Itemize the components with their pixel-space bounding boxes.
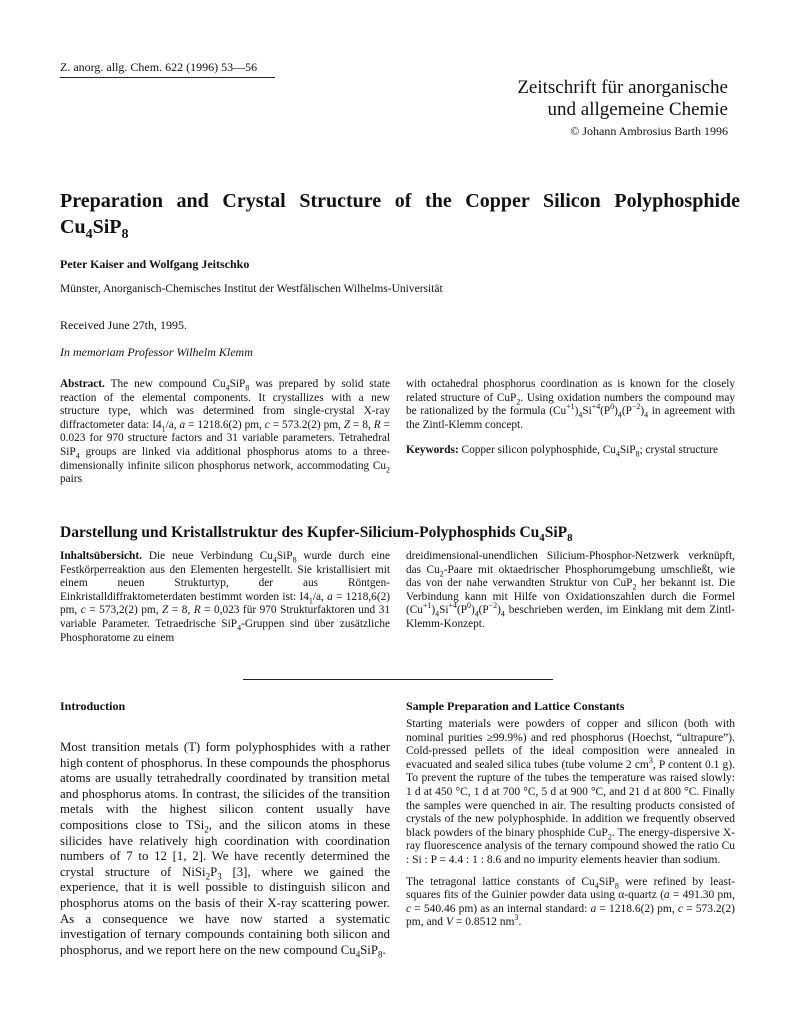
paper-title: Preparation and Crystal Structure of the Copper Silicon Polyphosphide $Cu_4SiP_8$ <box>60 190 740 242</box>
journal-copyright: © Johann Ambrosius Barth 1996 <box>570 124 728 138</box>
abstract-left <box>60 378 390 487</box>
sample-prep-heading: Sample Preparation and Lattice Constants <box>406 699 625 713</box>
received-date: Received June 27th, 1995. <box>60 318 187 332</box>
keywords-text: Copper silicon polyphosphide, $Cu_4SiP_8$; crystal structure <box>458 444 718 459</box>
abstract-label: Abstract. <box>60 378 105 390</box>
introduction-text: Most transition metals (T) form polyphosphides with a rather high content of phosphorus. In these compounds the phosphorus atoms are usually tetrahedrally coordinated by transition metal and phosphorus atoms. In contrast, the silicides of the transition metals with the highest silicon content usually have compositions close to TSi$_2$, and the silicon atoms in these silicides have relatively high coordination with coordination numbers of 7 to 12 [1, 2]. We have recently determined the crystal structure of $NiSi_2P_3$ [3], where we gained the experience, that it is well possible to distinguish silicon and phosphorus atoms on the basis of their X-ray scattering power. As a consequence we have now started a systematic investigation of ternary compounds containing both silicon and phosphorus, and we report here on the new compound $Cu_4SiP_8$. <box>60 740 390 960</box>
header-rule <box>60 77 275 78</box>
german-title: Darstellung und Kristallstruktur des Kupfer-Silicium-Polyphosphids $Cu_4SiP_8$ <box>60 524 573 545</box>
german-summary-label: Inhaltsübersicht. <box>60 550 142 562</box>
abstract-text-right: with octahedral phosphorus coordination as is known for the closely related structure of CuP$_2$. Using oxidation numbers the compound may be rationalized by the formula $(Cu^{+1})_4Si^{+4}(P^0)_4(P^{-2})_4$ in agreement with the Zintl-Klemm concept. <box>406 378 736 431</box>
section-divider <box>243 679 553 680</box>
german-summary-right <box>406 550 735 632</box>
abstract-text-left: The new compound $Cu_4SiP_8$ was prepared by solid state reaction of the elemental components. It crystallizes with a new structure type, which was determined from single-crystal X-ray diffractometer data: $I4_1/a$, a = 1218.6(2) pm, c = 573.2(2) pm, Z = 8, R = 0.023 for 970 structure factors and 31 variable parameters. Tetrahedral SiP$_4$ groups are linked via additional phosphorus atoms to a three-dimensionally infinite silicon phosphorus network, accommodating $Cu_2$ pairs <box>60 378 391 486</box>
sample-prep-body <box>406 718 735 930</box>
german-summary-text-left: Die neue Verbindung $Cu_4SiP_8$ wurde durch eine Festkörperreaktion aus den Elementen hergestellt. Sie kristallisiert mit einem neuen Strukturtyp, der aus Röntgen-Einkristalldiffraktometerdaten bestimmt worden ist: $I4_1/a$, a = 1218,6(2) pm, c = 573,2(2) pm, Z = 8, R = 0,023 für 970 Strukturfaktoren und 31 variable Parameter. Tetraedrische SiP$_4$-Gruppen sind über zusätzliche Phosphoratome zu einem <box>60 550 391 644</box>
journal-name-line2: und allgemeine Chemie <box>547 99 728 120</box>
memoriam-dedication: In memoriam Professor Wilhelm Klemm <box>60 345 253 359</box>
keywords-label: Keywords: <box>406 444 459 457</box>
german-summary-left <box>60 550 390 645</box>
journal-name-line1: Zeitschrift für anorganische <box>517 77 728 98</box>
affiliation: Münster, Anorganisch-Chemisches Institut der Westfälischen Wilhelms-Universität <box>60 283 443 295</box>
german-summary-text-right: dreidimensional-unendlichen Silicium-Phosphor-Netzwerk verknüpft, das $Cu_2$-Paare mit oktaedrischer Phosphorumgebung umschließt, wie das von der nahe verwandten Struktur von CuP$_2$ her bekannt ist. Die Verbindung kann mit Hilfe von Oxidationszahlen durch die Formel $(Cu^{+1})_4Si^{+4}(P^0)_4(P^{-2})_4$ beschrieben werden, im Einklang mit dem Zintl-Klemm-Konzept. <box>406 550 735 630</box>
authors: Peter Kaiser and Wolfgang Jeitschko <box>60 257 250 271</box>
introduction-body <box>60 740 390 958</box>
introduction-heading: Introduction <box>60 699 126 713</box>
abstract-right <box>406 378 735 458</box>
journal-reference: Z. anorg. allg. Chem. 622 (1996) 53—56 <box>60 60 258 74</box>
journal-masthead <box>517 77 728 139</box>
sample-prep-para2: The tetragonal lattice constants of $Cu_4SiP_8$ were refined by least-squares fits of the Guinier powder data using α-quartz (a = 491.30 pm, c = 540.46 pm) as an internal standard: a = 1218.6(2) pm, c = 573.2(2) pm, and V = 0.8512 $nm^3$. <box>406 875 736 929</box>
sample-prep-para1: Starting materials were powders of copper and silicon (both with nominal purities ≥99.9%) and red phosphorus (Hoechst, “ultrapure”). Cold-pressed pellets of the ideal composition were annealed in evacuated and sealed silica tubes (tube volume 2 $cm^3$, P content 0.1 g). To prevent the rupture of the tubes the temperature was raised slowly: 1 d at 450 °C, 1 d at 700 °C, 5 d at 900 °C, and 21 d at 800 °C. Finally the samples were quenched in air. The resulting products consisted of crystals of the new polyphosphide. In addition we frequently observed black powders of the binary phosphide CuP$_2$. The energy-dispersive X-ray fluorescence analysis of the ternary compound showed the ratio Cu : Si : P = 4.4 : 1 : 8.6 and no impurity elements heavier than sodium. <box>406 718 735 866</box>
